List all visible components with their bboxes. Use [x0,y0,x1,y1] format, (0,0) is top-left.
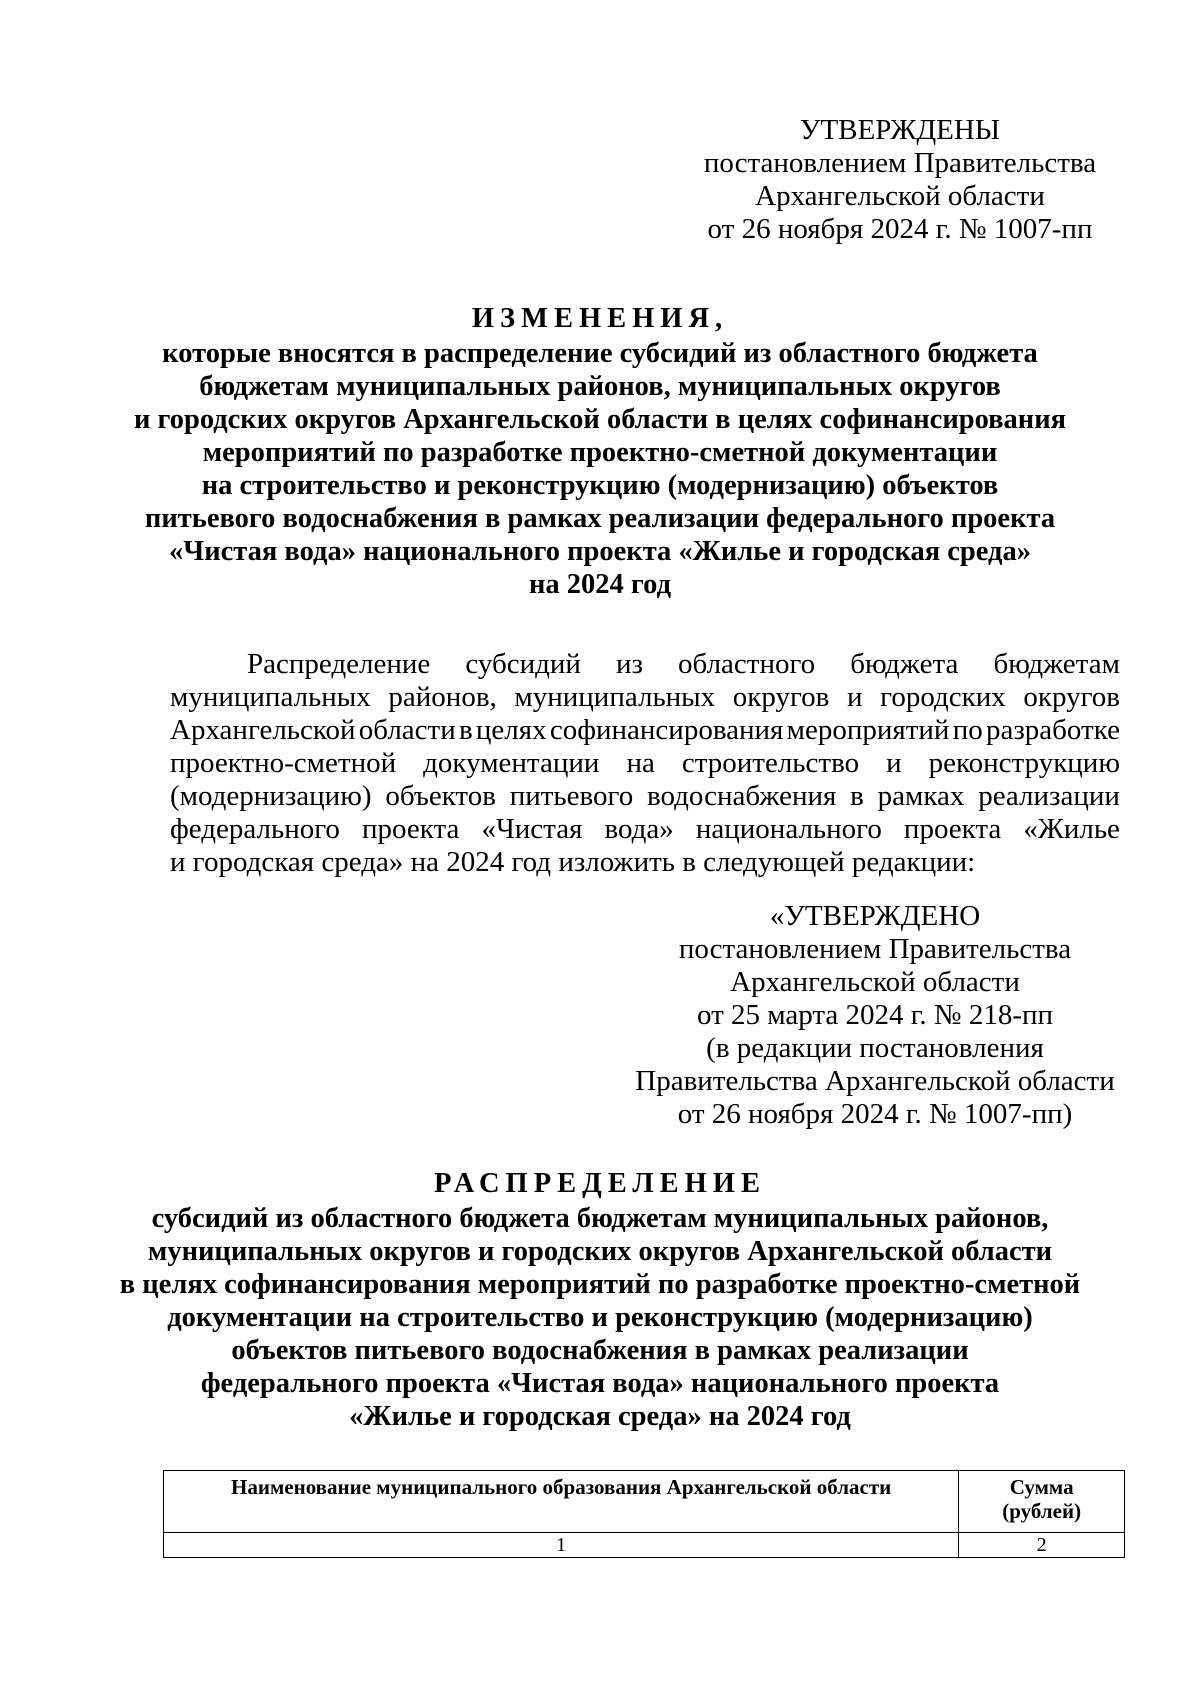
body-line-6 [170,813,1120,846]
body-word: и городская среда» на 2024 год изложить в следующей редакции: [170,846,976,878]
body-word: городских [880,681,1006,713]
body-line-5 [170,780,1120,813]
changes-heading-line-7: «Чистая вода» национального проекта «Жилье и городская среда» [169,536,1031,567]
approval-quoted-line-3: Архангельской области [730,966,1020,998]
body-word: федерального [170,813,340,845]
changes-heading [90,302,1110,601]
body-line-3 [170,714,1120,747]
body-word: (модернизацию) [170,780,372,812]
body-word: «Чистая [481,813,583,845]
distribution-heading-line-5: объектов питьевого водоснабжения в рамках реализации [231,1335,969,1366]
header-municipality-name: Наименование муниципального образования Архангельской области [164,1471,959,1533]
body-word: Архангельской [170,714,356,746]
approval-quoted-line-7: от 26 ноября 2024 г. № 1007-пп) [677,1098,1073,1130]
distribution-heading-line-1: субсидий из областного бюджета бюджетам муниципальных районов, [151,1203,1049,1234]
distribution-heading-line-3: в целях софинансирования мероприятий по разработке проектно-сметной [119,1269,1081,1300]
body-word: в [850,780,864,812]
body-word: национального [695,813,882,845]
body-word: проекта [362,813,460,845]
changes-heading-line-6: питьевого водоснабжения в рамках реализации федерального проекта [144,503,1056,534]
body-word: области [358,714,456,746]
body-word: бюджетам [993,648,1120,680]
body-word: водоснабжения [647,780,837,812]
body-word: из [615,648,643,680]
body-word: субсидий [465,648,581,680]
distribution-table [163,1470,1125,1558]
approval-top-line-2: постановлением Правительства [703,147,1097,179]
column-number-1: 1 [164,1533,959,1558]
approval-quoted-line-2: постановлением Правительства [678,933,1072,965]
changes-heading-line-2: бюджетам муниципальных районов, муниципальных округов [199,371,1001,402]
approval-top-line-4: от 26 ноября 2024 г. № 1007-пп [707,213,1093,245]
body-word: разработке [985,714,1120,746]
approval-stamp-top [690,114,1110,246]
changes-heading-line-4: мероприятий по разработке проектно-сметной документации [202,437,998,468]
body-line-7 [170,846,1120,879]
body-line-1 [170,648,1120,681]
body-line-2 [170,681,1120,714]
body-word: реализации [978,780,1120,812]
body-word: вода» [604,813,674,845]
body-word: областного [678,648,816,680]
changes-heading-line-8: на 2024 год [529,569,671,600]
changes-title: ИЗМЕНЕНИЯ, [471,303,729,334]
column-number-2: 2 [959,1533,1125,1558]
body-word: округов [1023,681,1120,713]
body-word: проектно-сметной [170,747,397,779]
distribution-heading-line-6: федерального проекта «Чистая вода» национального проекта [200,1368,1000,1399]
approval-stamp-quoted [620,900,1130,1131]
distribution-heading [90,1167,1110,1433]
distribution-heading-line-4: документации на строительство и реконструкцию (модернизацию) [167,1302,1033,1333]
body-word: муниципальных [514,681,716,713]
header-amount [959,1471,1125,1533]
approval-top-line-3: Архангельской области [755,180,1045,212]
body-word: округов [732,681,830,713]
body-word: объектов [385,780,496,812]
table-row [164,1533,1125,1558]
body-word: «Жилье [1023,813,1120,845]
body-word: и [886,747,902,779]
body-word: мероприятий [786,714,950,746]
distribution-heading-line-7: «Жилье и городская среда» на 2024 год [349,1401,851,1432]
body-paragraph [170,648,1120,879]
header-amount-line-2: (рублей) [1002,1499,1082,1523]
approval-quoted-line-4: от 25 марта 2024 г. № 218-пп [696,999,1054,1031]
body-word: проекта [903,813,1002,845]
body-word: и [847,681,863,713]
body-word: Распределение [247,648,431,680]
approval-top-line-1: УТВЕРЖДЕНЫ [799,114,1001,146]
approval-quoted-line-5: (в редакции постановления [706,1032,1044,1064]
header-amount-line-1: Сумма [1009,1475,1074,1499]
body-word: рамках [877,780,965,812]
table-header-row [164,1471,1125,1533]
approval-quoted-line-6: Правительства Архангельской области [635,1065,1115,1097]
distribution-heading-line-2: муниципальных округов и городских округов Архангельской области [147,1236,1053,1267]
changes-heading-line-5: на строительство и реконструкцию (модернизацию) объектов [201,470,999,501]
body-word: на [626,747,655,779]
changes-heading-line-3: и городских округов Архангельской области в целях софинансирования [133,404,1067,435]
body-line-4 [170,747,1120,780]
body-word: районов, [388,681,497,713]
approval-quoted-line-1: «УТВЕРЖДЕНО [769,900,981,932]
changes-heading-line-1: которые вносятся в распределение субсидий из областного бюджета [162,338,1038,369]
body-word: целях [475,714,547,746]
body-word: документации [423,747,600,779]
body-word: строительство [681,747,860,779]
body-word: софинансирования [549,714,784,746]
body-word: муниципальных [170,681,371,713]
distribution-title: РАСПРЕДЕЛЕНИЕ [434,1168,766,1199]
body-word: реконструкцию [928,747,1120,779]
body-word: в [458,714,473,746]
body-word: по [952,714,983,746]
body-word: бюджета [850,648,959,680]
body-word: питьевого [509,780,634,812]
